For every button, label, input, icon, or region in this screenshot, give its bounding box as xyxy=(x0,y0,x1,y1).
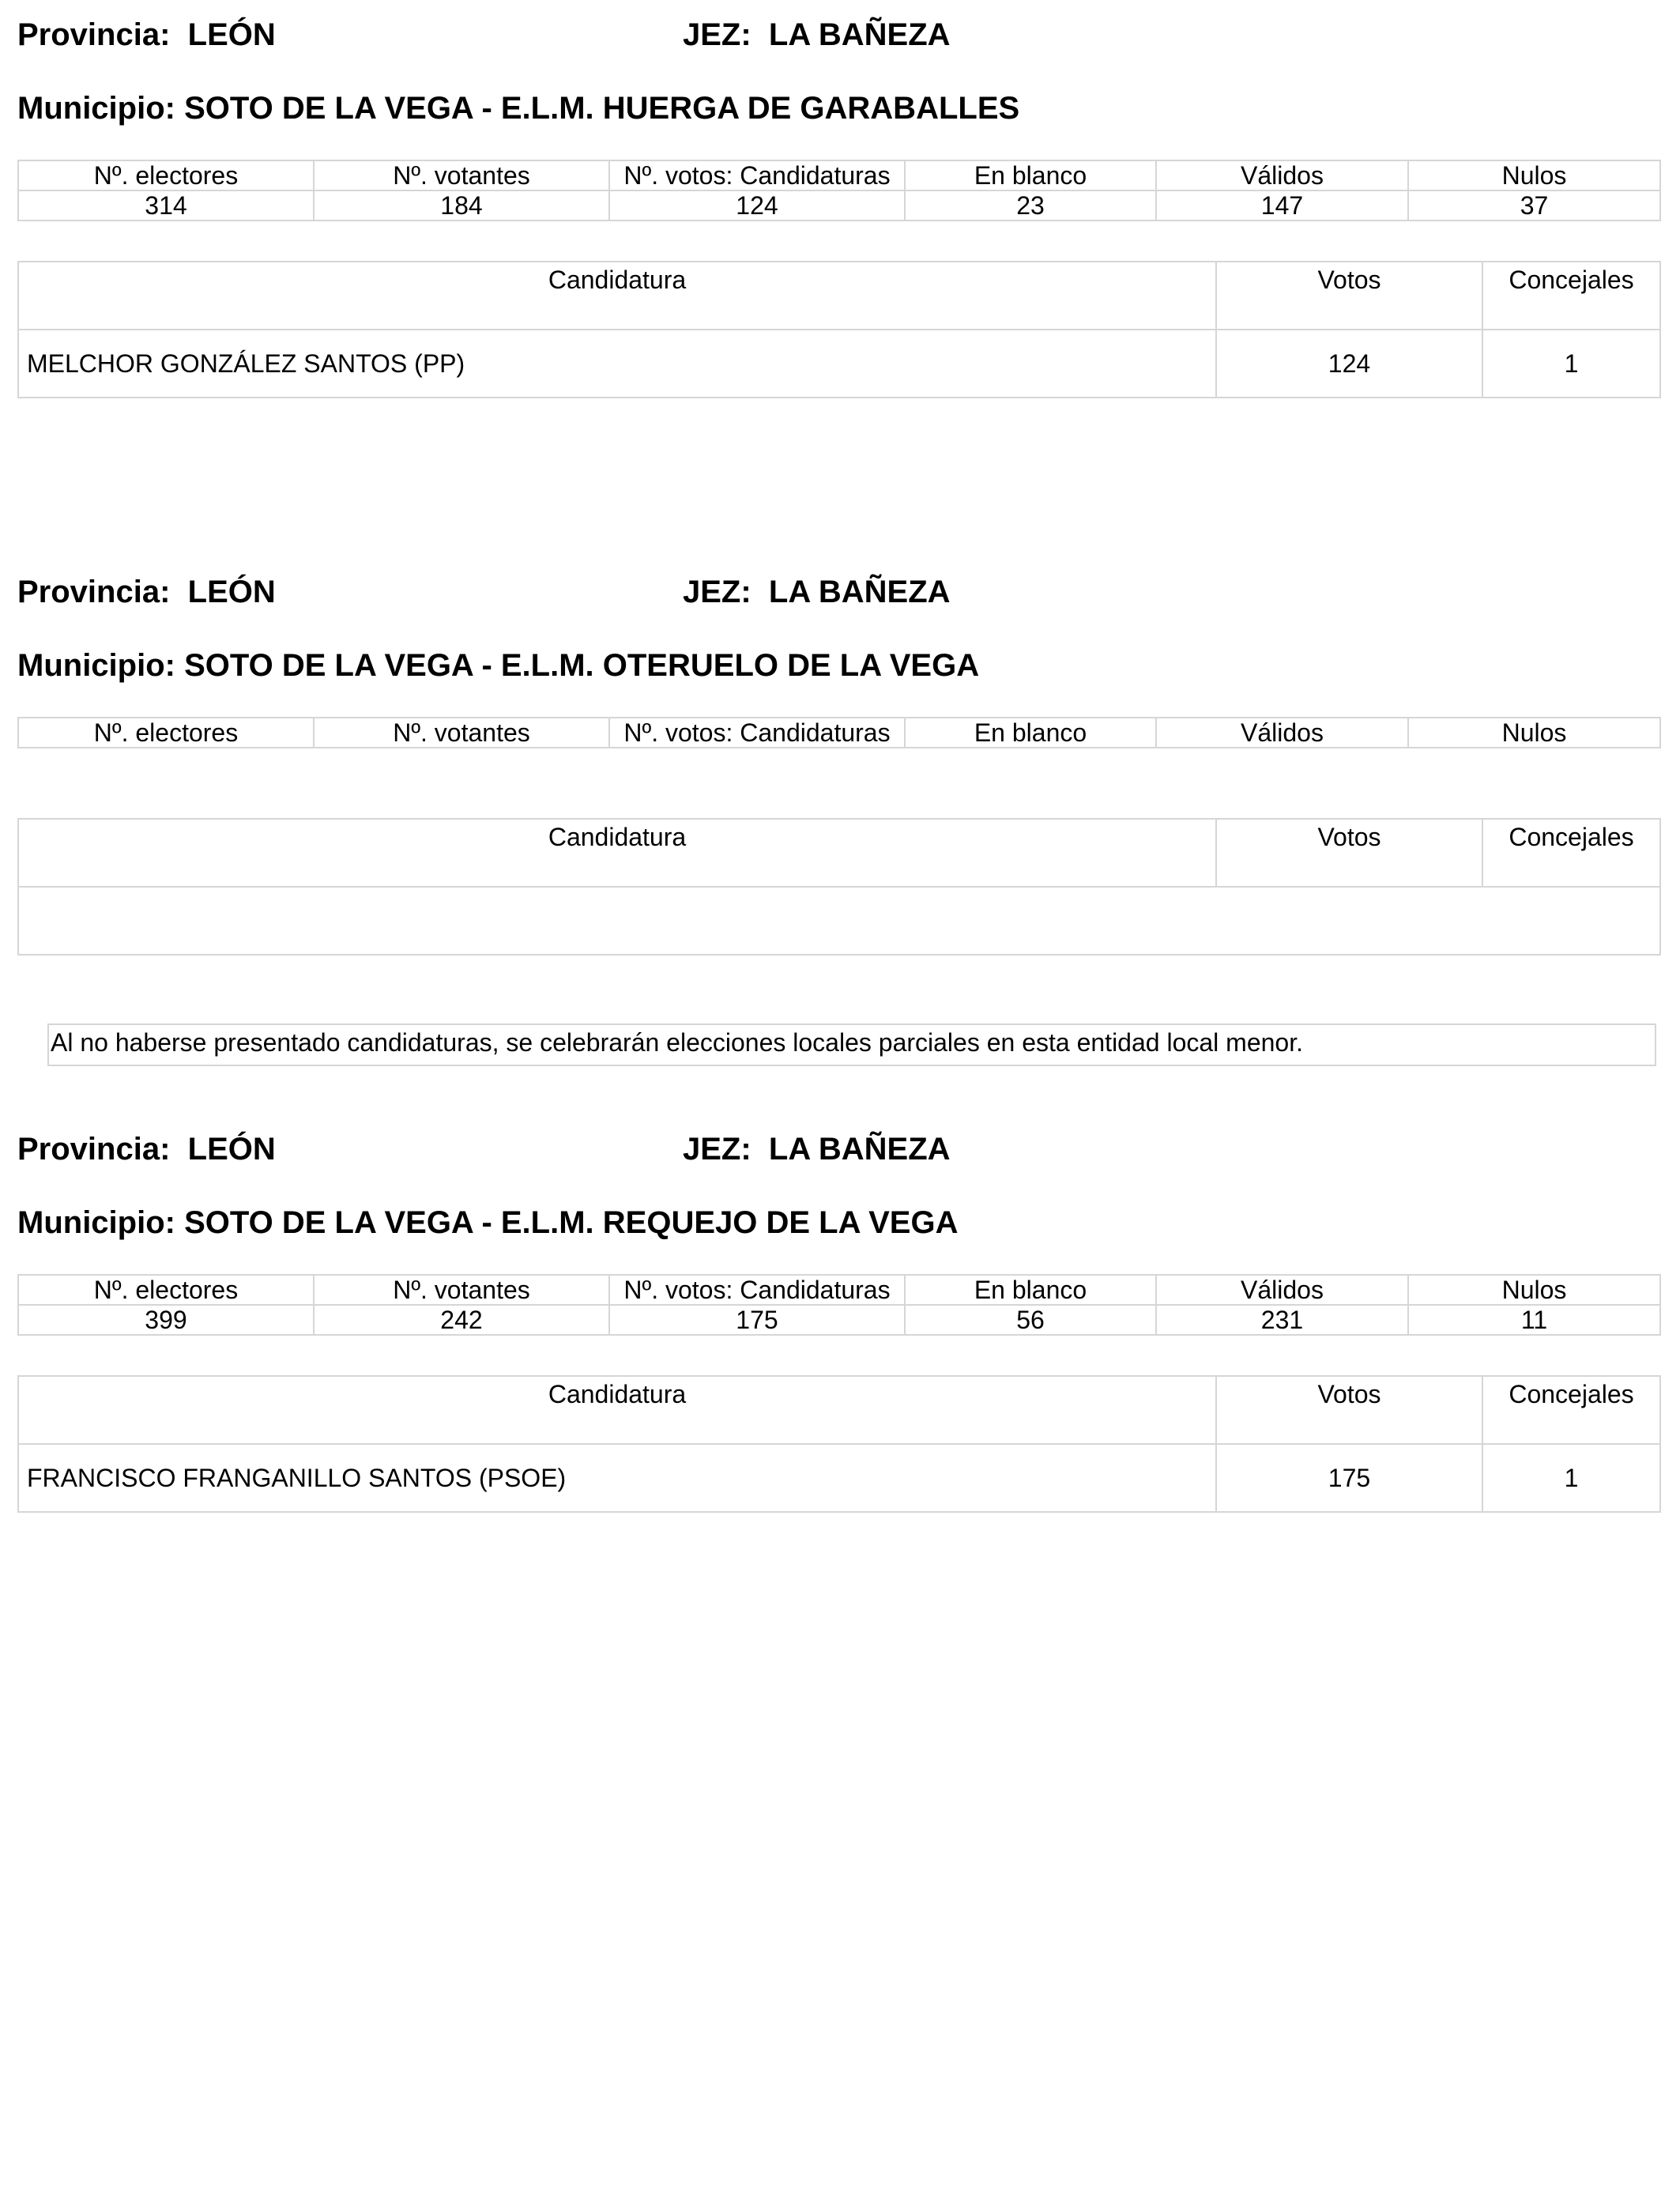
stats-header-cell: Nulos xyxy=(1408,1275,1660,1305)
stats-value-cell: 231 xyxy=(1156,1305,1408,1335)
jez-label: JEZ: xyxy=(683,575,751,609)
candidatura-header: Candidatura xyxy=(18,1376,1216,1444)
stats-header-cell: Válidos xyxy=(1156,718,1408,748)
candidate-row xyxy=(18,1444,1660,1512)
stats-value-row xyxy=(18,1305,1660,1335)
jez-heading xyxy=(683,1130,951,1168)
candidatura-header: Candidatura xyxy=(18,819,1216,887)
results-section-requejo xyxy=(0,1114,1680,1668)
jez-heading xyxy=(683,16,951,54)
provincia-label: Provincia: xyxy=(17,1132,171,1167)
stats-value-cell: 23 xyxy=(905,190,1156,221)
stats-header-cell: Nº. votos: Candidaturas xyxy=(609,160,905,190)
stats-value-row xyxy=(18,190,1660,221)
candidate-votos: 124 xyxy=(1216,330,1482,398)
municipio-value: SOTO DE LA VEGA - E.L.M. REQUEJO DE LA VEGA xyxy=(184,1205,959,1240)
results-section-oteruelo xyxy=(0,557,1680,1110)
candidate-concejales: 1 xyxy=(1482,1444,1660,1512)
candidates-header-row xyxy=(18,819,1660,887)
stats-header-cell: En blanco xyxy=(905,1275,1156,1305)
stats-header-row xyxy=(18,718,1660,748)
stats-value-cell: 175 xyxy=(609,1305,905,1335)
stats-value-cell: 184 xyxy=(314,190,609,221)
stats-value-cell: 124 xyxy=(609,190,905,221)
jez-value: LA BAÑEZA xyxy=(768,1132,951,1167)
municipio-label: Municipio: xyxy=(17,91,175,126)
votos-header: Votos xyxy=(1216,1376,1482,1444)
municipio-heading xyxy=(17,1204,958,1242)
candidate-votos: 175 xyxy=(1216,1444,1482,1512)
empty-cell xyxy=(18,887,1660,955)
provincia-heading xyxy=(17,573,276,611)
stats-value-cell: 11 xyxy=(1408,1305,1660,1335)
candidate-name: MELCHOR GONZÁLEZ SANTOS (PP) xyxy=(18,330,1216,398)
stats-table xyxy=(17,1274,1661,1336)
concejales-header: Concejales xyxy=(1482,262,1660,330)
votos-header: Votos xyxy=(1216,262,1482,330)
stats-value-cell: 242 xyxy=(314,1305,609,1335)
candidates-table xyxy=(17,1375,1661,1513)
stats-header-cell: Nulos xyxy=(1408,160,1660,190)
jez-label: JEZ: xyxy=(683,17,751,52)
provincia-label: Provincia: xyxy=(17,17,171,52)
stats-header-cell: Nº. votos: Candidaturas xyxy=(609,1275,905,1305)
stats-header-cell: En blanco xyxy=(905,718,1156,748)
jez-value: LA BAÑEZA xyxy=(768,575,951,609)
candidates-header-row xyxy=(18,262,1660,330)
concejales-header: Concejales xyxy=(1482,1376,1660,1444)
candidate-row-empty xyxy=(18,887,1660,955)
stats-header-cell: Nº. votos: Candidaturas xyxy=(609,718,905,748)
candidatura-header: Candidatura xyxy=(18,262,1216,330)
no-candidates-note: Al no haberse presentado candidaturas, se celebrarán elecciones locales parciales en esta entidad local menor. xyxy=(47,1023,1656,1066)
municipio-heading xyxy=(17,89,1019,127)
provincia-value: LEÓN xyxy=(187,17,276,52)
stats-header-cell: Nº. votantes xyxy=(314,1275,609,1305)
provincia-value: LEÓN xyxy=(187,575,276,609)
candidates-table xyxy=(17,261,1661,398)
municipio-value: SOTO DE LA VEGA - E.L.M. HUERGA DE GARABALLES xyxy=(184,91,1020,126)
stats-header-cell: En blanco xyxy=(905,160,1156,190)
stats-header-cell: Nº. electores xyxy=(18,1275,314,1305)
votos-header: Votos xyxy=(1216,819,1482,887)
stats-value-cell: 399 xyxy=(18,1305,314,1335)
stats-table xyxy=(17,160,1661,221)
concejales-header: Concejales xyxy=(1482,819,1660,887)
municipio-heading xyxy=(17,647,979,684)
stats-header-row xyxy=(18,1275,1660,1305)
stats-header-cell: Nº. electores xyxy=(18,160,314,190)
municipio-label: Municipio: xyxy=(17,648,175,683)
stats-value-cell: 56 xyxy=(905,1305,1156,1335)
stats-value-cell: 314 xyxy=(18,190,314,221)
candidates-header-row xyxy=(18,1376,1660,1444)
stats-header-cell: Nº. votantes xyxy=(314,160,609,190)
stats-header-row xyxy=(18,160,1660,190)
stats-header-cell: Válidos xyxy=(1156,1275,1408,1305)
provincia-label: Provincia: xyxy=(17,575,171,609)
stats-header-cell: Válidos xyxy=(1156,160,1408,190)
results-section-huerga xyxy=(0,0,1680,553)
candidates-table xyxy=(17,818,1661,956)
candidate-row xyxy=(18,330,1660,398)
stats-header-cell: Nº. votantes xyxy=(314,718,609,748)
provincia-value: LEÓN xyxy=(187,1132,276,1167)
jez-value: LA BAÑEZA xyxy=(768,17,951,52)
stats-table xyxy=(17,717,1661,748)
jez-label: JEZ: xyxy=(683,1132,751,1167)
stats-header-cell: Nº. electores xyxy=(18,718,314,748)
candidate-concejales: 1 xyxy=(1482,330,1660,398)
stats-header-cell: Nulos xyxy=(1408,718,1660,748)
provincia-heading xyxy=(17,16,276,54)
jez-heading xyxy=(683,573,951,611)
provincia-heading xyxy=(17,1130,276,1168)
stats-value-cell: 37 xyxy=(1408,190,1660,221)
municipio-value: SOTO DE LA VEGA - E.L.M. OTERUELO DE LA VEGA xyxy=(184,648,980,683)
stats-value-cell: 147 xyxy=(1156,190,1408,221)
candidate-name: FRANCISCO FRANGANILLO SANTOS (PSOE) xyxy=(18,1444,1216,1512)
municipio-label: Municipio: xyxy=(17,1205,175,1240)
